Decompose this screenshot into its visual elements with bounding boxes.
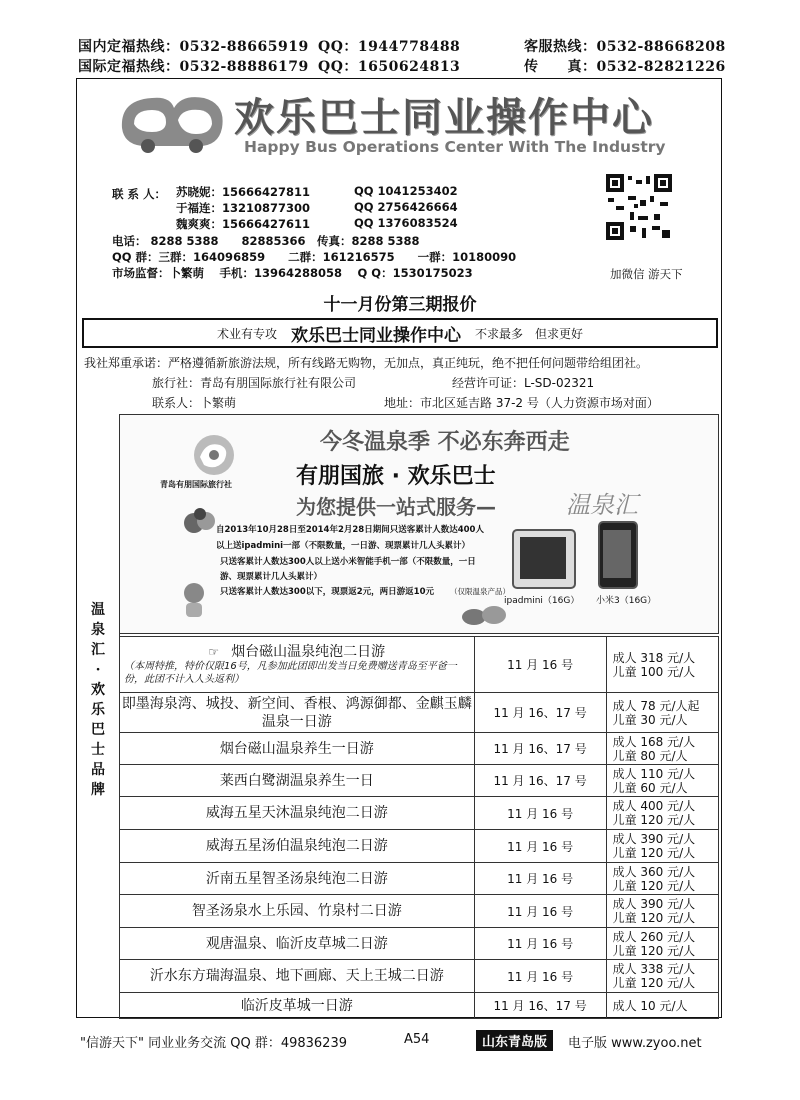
child-price: 儿童 120 元/人	[612, 943, 696, 958]
table-row[interactable]	[120, 960, 719, 993]
side-char: 巴	[91, 722, 105, 738]
slogan-center: 欢乐巴士同业操作中心	[291, 325, 461, 346]
agency-address: 地址：市北区延吉路 37-2 号（人力资源市场对面）	[384, 396, 659, 410]
tour-price	[606, 733, 718, 765]
tour-name: 临沂皮革城一日游	[120, 993, 475, 1019]
bus-logo-icon	[112, 88, 230, 158]
tour-price	[606, 895, 718, 928]
ad-promo-5: 只送客累计人数达300以下，现票返2元，两日游返10元	[220, 587, 434, 597]
tour-name: 烟台磁山温泉纯泡二日游	[231, 643, 386, 660]
tour-name: 烟台磁山温泉养生一日游	[120, 733, 475, 765]
side-char: 牌	[91, 782, 105, 798]
hot-spring-ad	[119, 414, 719, 634]
hand-pointer-icon: ☞	[208, 644, 232, 659]
contact-person-3: 魏爽爽：15666427611	[176, 217, 311, 231]
market-supervisor: 市场监督：卜繁萌 手机：13964288058 Q Q：1530175023	[112, 266, 473, 280]
child-price: 儿童 120 元/人	[612, 976, 696, 990]
tours-table	[119, 636, 719, 1019]
tour-price	[606, 928, 718, 960]
intl-hotline: 国际定福热线：0532-88886179	[78, 59, 309, 75]
side-char: 泉	[91, 622, 105, 638]
wechat-label: 加微信 游天下	[610, 267, 683, 281]
agency-banner	[82, 318, 718, 410]
contact-person-2: 于福连：13210877300	[176, 201, 311, 215]
page-number: A54	[404, 1032, 430, 1047]
mascot-icon	[178, 581, 210, 625]
tour-date: 11 月 16、17 号	[474, 765, 606, 797]
adult-price: 成人 78 元/人起	[612, 698, 700, 713]
product-ipad-label: ipadmini（16G）	[504, 596, 580, 606]
tour-price	[606, 797, 718, 830]
slogan-box	[82, 318, 718, 348]
ad-service-line: 为您提供一站式服务—	[296, 495, 496, 519]
agency-logo-icon	[184, 433, 244, 481]
agency-license: 经营许可证：L-SD-02321	[452, 376, 595, 390]
adult-price: 成人 390 元/人	[612, 832, 696, 846]
side-char: 温	[91, 602, 105, 618]
domestic-hotline: 国内定福热线：0532-88665919	[78, 39, 309, 55]
table-row[interactable]	[120, 765, 719, 797]
tour-date: 11 月 16 号	[474, 895, 606, 928]
adult-price: 成人 360 元/人	[612, 864, 696, 879]
adult-price: 成人 168 元/人	[612, 734, 696, 749]
child-price: 儿童 120 元/人	[612, 878, 696, 893]
tour-name: 观唐温泉、临沂皮草城二日游	[120, 928, 475, 960]
gift-food-icon	[460, 601, 510, 631]
side-char: 士	[91, 742, 105, 758]
edition-badge: 山东青岛版	[476, 1030, 553, 1051]
child-price: 儿童 120 元/人	[612, 813, 696, 827]
tour-date: 11 月 16、17 号	[474, 993, 606, 1019]
phone-line: 电话： 8288 5388 82885366 传真：8288 5388	[112, 234, 420, 248]
table-row[interactable]	[120, 830, 719, 863]
side-char: ·	[95, 662, 101, 678]
contact-qq-2: QQ 2756426664	[354, 200, 458, 214]
tour-price	[606, 960, 718, 993]
contact-qq-1: QQ 1041253402	[354, 184, 458, 198]
phone-icon	[598, 521, 638, 589]
tour-date: 11 月 16 号	[474, 797, 606, 830]
tour-name: 沂南五星智圣汤泉纯泡二日游	[120, 863, 475, 895]
tour-name: 沂水东方瑞海温泉、地下画廊、天上王城二日游	[120, 960, 475, 993]
child-price: 儿童 30 元/人	[612, 712, 688, 727]
tour-date: 11 月 16 号	[474, 928, 606, 960]
table-row[interactable]	[120, 637, 719, 693]
tour-note: （本周特推，特价仅限16号，凡参加此团即出发当日免费赠送青岛至平爸一份，此团不计入人头返利）	[124, 660, 457, 685]
tour-price	[606, 637, 718, 693]
tour-price	[606, 993, 718, 1019]
fax-line: 传 真：0532-82821226	[524, 59, 726, 75]
tour-date: 11 月 16 号	[474, 830, 606, 863]
ad-promo-5-tag: （仅限温泉产品）	[450, 587, 510, 596]
side-char: 欢	[91, 682, 105, 698]
tour-price	[606, 863, 718, 895]
contacts-label: 联 系 人：	[112, 187, 167, 201]
tour-date: 11 月 16、17 号	[474, 693, 606, 733]
table-row[interactable]	[120, 895, 719, 928]
service-hotline: 客服热线：0532-88668208	[524, 39, 726, 55]
tablet-icon	[512, 529, 576, 589]
brand-subtitle: Happy Bus Operations Center With The Industry	[244, 138, 666, 156]
adult-price: 成人 318 元/人	[612, 650, 696, 665]
product-phone-label: 小米3（16G）	[596, 596, 657, 606]
ad-agency-logo-text: 青岛有朋国际旅行社	[160, 480, 232, 489]
promise-text: 我社郑重承诺：严格遵循新旅游法规，所有线路无购物，无加点，真正纯玩，绝不把任何问题带给组团社。	[84, 356, 649, 370]
table-row[interactable]	[120, 863, 719, 895]
tour-date: 11 月 16、17 号	[474, 733, 606, 765]
qr-code-icon[interactable]	[604, 172, 674, 242]
adult-price: 成人 390 元/人	[612, 897, 696, 911]
ad-brand-line: 有朋国旅 · 欢乐巴士	[296, 464, 496, 489]
child-price: 儿童 120 元/人	[612, 846, 696, 860]
table-row[interactable]	[120, 797, 719, 830]
side-char: 品	[91, 762, 105, 778]
contact-qq-3: QQ 1376083524	[354, 216, 458, 230]
ad-promo-1: 自2013年10月28日至2014年2月28日期间只送客累计人数达400人	[216, 525, 484, 535]
child-price: 儿童 60 元/人	[612, 780, 688, 795]
adult-price: 成人 260 元/人	[612, 929, 696, 944]
ad-promo-3: 只送客累计人数达300人以上送小米智能手机一部（不限数量，一日	[220, 557, 476, 567]
ad-headline: 今冬温泉季 不必东奔西走	[320, 430, 570, 455]
footer-qq-group: "信游天下" 同业业务交流 QQ 群：49836239	[80, 1036, 347, 1051]
adult-price: 成人 10 元/人	[612, 998, 688, 1013]
child-price: 儿童 100 元/人	[612, 664, 696, 679]
agency-contact: 联系人：卜繁萌	[152, 396, 237, 410]
adult-price: 成人 110 元/人	[612, 766, 696, 781]
tour-name: 威海五星汤伯温泉纯泡二日游	[120, 830, 475, 863]
slogan-left: 术业有专攻	[216, 326, 277, 341]
ad-promo-4: 游、现票累计几人头累计）	[220, 572, 323, 582]
tour-date: 11 月 16 号	[474, 863, 606, 895]
tour-date: 11 月 16 号	[474, 960, 606, 993]
ad-service-brand: 温泉汇	[566, 491, 638, 519]
table-row[interactable]	[120, 693, 719, 733]
tour-date: 11 月 16 号	[474, 637, 606, 693]
adult-price: 成人 400 元/人	[612, 799, 696, 813]
tour-name: 莱西白鹭湖温泉养生一日	[120, 765, 475, 797]
tour-name: 即墨海泉湾、城投、新空间、香根、鸿源御都、金麒玉麟温泉一日游	[120, 693, 475, 733]
brand-title: 欢乐巴士同业操作中心	[234, 95, 654, 141]
intl-qq: QQ：1650624813	[318, 59, 461, 75]
tour-name: 威海五星天沐温泉纯泡二日游	[120, 797, 475, 830]
tour-price	[606, 765, 718, 797]
contact-person-1: 苏晓妮：15666427811	[176, 185, 311, 199]
tour-price	[606, 693, 718, 733]
ad-promo-2: 以上送ipadmini一部（不限数量，一日游、现票累计几人头累计）	[216, 541, 471, 551]
issue-title: 十一月份第三期报价	[323, 295, 477, 315]
side-char: 汇	[91, 642, 105, 658]
table-row[interactable]	[120, 993, 719, 1019]
adult-price: 成人 338 元/人	[612, 962, 696, 976]
tour-name-cell	[120, 637, 475, 693]
child-price: 儿童 120 元/人	[612, 911, 696, 925]
tour-price	[606, 830, 718, 863]
fruit-icon	[182, 505, 218, 539]
table-row[interactable]	[120, 733, 719, 765]
table-row[interactable]	[120, 928, 719, 960]
footer-website[interactable]: 电子版 www.zyoo.net	[568, 1036, 702, 1051]
agency-name: 旅行社：青岛有朋国际旅行社有限公司	[152, 376, 357, 390]
child-price: 儿童 80 元/人	[612, 748, 688, 763]
side-brand-label	[80, 600, 116, 800]
slogan-right: 不求最多 但求更好	[475, 326, 584, 341]
tour-name: 智圣汤泉水上乐园、竹泉村二日游	[120, 895, 475, 928]
side-char: 乐	[91, 702, 105, 718]
qq-groups: QQ 群：三群：164096859 二群：161216575 一群：10180090	[112, 250, 517, 264]
domestic-qq: QQ：1944778488	[318, 39, 461, 55]
